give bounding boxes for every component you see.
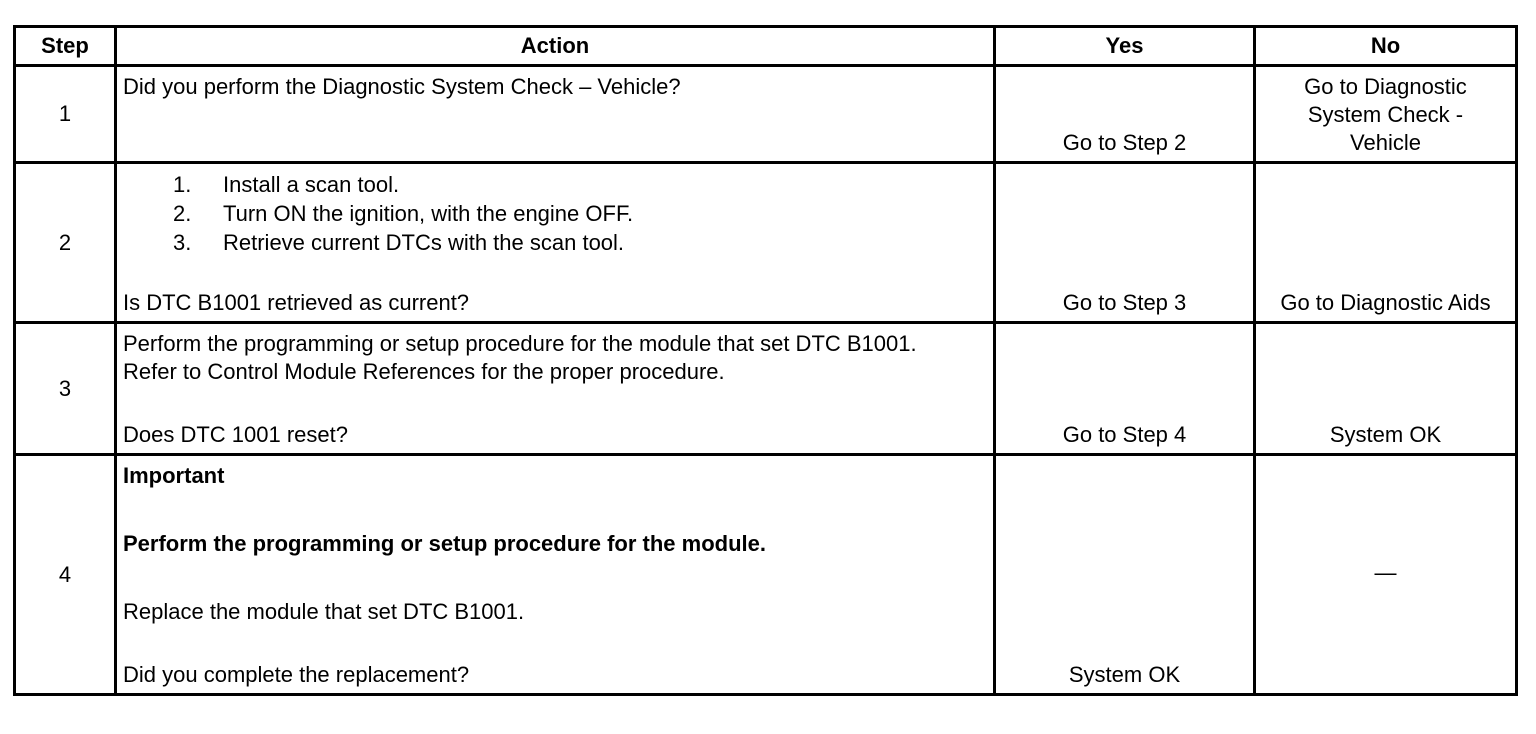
procedure-item	[173, 199, 987, 228]
no-cell: Go to Diagnostic Aids	[1255, 163, 1517, 323]
step-number: 2	[15, 163, 116, 323]
table-row	[15, 66, 1517, 163]
question-text: Did you complete the replacement?	[123, 662, 470, 687]
step-number: 1	[15, 66, 116, 163]
procedure-text: Turn ON the ignition, with the engine OFF.	[223, 201, 634, 226]
action-text: Did you perform the Diagnostic System Check – Vehicle?	[123, 74, 681, 99]
procedure-text: Install a scan tool.	[223, 172, 400, 197]
table-row	[15, 163, 1517, 323]
procedure-text: Retrieve current DTCs with the scan tool.	[223, 230, 625, 255]
no-cell: System OK	[1255, 323, 1517, 455]
no-cell: —	[1255, 455, 1517, 695]
action-text: Replace the module that set DTC B1001.	[123, 599, 525, 624]
action-cell	[116, 455, 995, 695]
action-cell	[116, 163, 995, 323]
header-no: No	[1255, 27, 1517, 66]
yes-cell: Go to Step 3	[995, 163, 1255, 323]
table-row	[15, 455, 1517, 695]
yes-cell: Go to Step 4	[995, 323, 1255, 455]
header-action: Action	[116, 27, 995, 66]
action-cell	[116, 66, 995, 163]
no-text: Go to Diagnostic System Check - Vehicle	[1304, 74, 1467, 155]
procedure-item	[173, 228, 987, 257]
step-number: 4	[15, 455, 116, 695]
action-text: Perform the programming or setup procedure for the module that set DTC B1001. Refer to Control Module References for the proper procedure.	[123, 331, 917, 384]
question-text: Does DTC 1001 reset?	[123, 422, 348, 447]
no-cell	[1255, 66, 1517, 163]
header-row	[15, 27, 1517, 66]
procedure-number: 1.	[173, 172, 192, 197]
important-text: Perform the programming or setup procedure for the module.	[123, 531, 766, 556]
step-number: 3	[15, 323, 116, 455]
header-yes: Yes	[995, 27, 1255, 66]
diagnostic-table	[13, 25, 1518, 696]
header-step: Step	[15, 27, 116, 66]
procedure-list	[123, 170, 987, 257]
question-text: Is DTC B1001 retrieved as current?	[123, 290, 470, 315]
procedure-number: 3.	[173, 230, 192, 255]
action-cell	[116, 323, 995, 455]
spacer	[123, 490, 987, 530]
procedure-number: 2.	[173, 201, 192, 226]
important-label: Important	[123, 463, 225, 488]
procedure-item	[173, 170, 987, 199]
table-row	[15, 323, 1517, 455]
yes-cell: System OK	[995, 455, 1255, 695]
spacer	[123, 558, 987, 598]
yes-cell: Go to Step 2	[995, 66, 1255, 163]
